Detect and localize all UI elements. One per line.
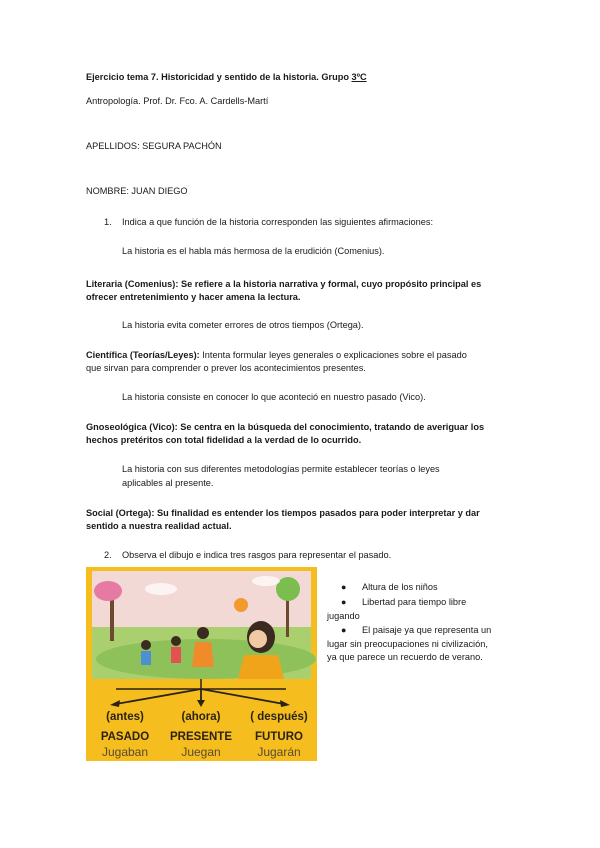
bullet-2: Libertad para tiempo libre: [362, 597, 467, 607]
tense-future: FUTURO: [255, 731, 303, 743]
bullet-icon: ●: [341, 582, 347, 592]
answer-2-line-2: que sirvan para comprender o prever los acontecimientos presentes.: [86, 363, 366, 373]
answer-2: [86, 349, 467, 362]
question-1-prompt: Indica a que función de la historia corresponden las siguientes afirmaciones:: [122, 217, 434, 227]
verb-present: Juegan: [181, 745, 221, 759]
answer-1-text: Se refiere a la historia narrativa y formal, cuyo propósito principal es: [180, 279, 482, 289]
answer-1: [86, 278, 481, 291]
bullet-icon: ●: [341, 625, 347, 635]
question-1-number: 1.: [104, 217, 112, 227]
answer-1-line-2: ofrecer entretenimiento y hacer amena la lectura.: [86, 292, 301, 302]
statement-2: La historia evita cometer errores de otros tiempos (Ortega).: [122, 320, 364, 330]
answer-2-label: Científica (Teorías/Leyes):: [86, 350, 200, 360]
exercise-title: [86, 71, 367, 84]
statement-1: La historia es el habla más hermosa de la erudición (Comenius).: [122, 246, 385, 256]
answer-4-text: Su finalidad es entender los tiempos pasados para poder interpretar y dar: [156, 508, 480, 518]
answer-4-line-2: sentido a nuestra realidad actual.: [86, 521, 232, 531]
answer-4-label: Social (Ortega):: [86, 508, 155, 518]
time-marker-now: (ahora): [181, 711, 221, 723]
statement-3: La historia consiste en conocer lo que aconteció en nuestro pasado (Vico).: [122, 392, 426, 402]
sun-icon: [234, 598, 248, 612]
time-marker-after: ( después): [250, 711, 308, 723]
answer-3-text: Se centra en la búsqueda del conocimiento, tratando de averiguar los: [180, 422, 485, 432]
tense-past: PASADO: [100, 731, 150, 743]
bullet-3-line-3: ya que parece un recuerdo de verano.: [327, 652, 483, 662]
bullet-1: Altura de los niños: [362, 582, 438, 592]
bullet-2-line-2: jugando: [327, 611, 360, 621]
verb-future: Jugarán: [257, 745, 301, 759]
question-2-number: 2.: [104, 550, 112, 560]
group-label: 3ºC: [351, 72, 367, 82]
name-line: NOMBRE: JUAN DIEGO: [86, 186, 188, 196]
course-line: Antropología. Prof. Dr. Fco. A. Cardells-Martí: [86, 96, 269, 106]
bullet-3-line-2: lugar sin preocupaciones ni civilización,: [327, 639, 488, 649]
answer-3-line-2: hechos pretéritos con total fidelidad a la verdad de lo ocurrido.: [86, 435, 362, 445]
answer-4: [86, 507, 480, 520]
time-marker-before: (antes): [106, 711, 144, 723]
surnames-line: APELLIDOS: SEGURA PACHÓN: [86, 141, 222, 151]
bullet-icon: ●: [341, 597, 347, 607]
answer-1-label: Literaria (Comenius):: [86, 279, 179, 289]
question-2-prompt: Observa el dibujo e indica tres rasgos para representar el pasado.: [122, 550, 392, 560]
answer-3: [86, 421, 484, 434]
verb-past: Jugaban: [101, 745, 149, 759]
title-text: Ejercicio tema 7. Historicidad y sentido de la historia. Grupo: [86, 72, 352, 82]
bullet-3: El paisaje ya que representa un: [362, 625, 492, 635]
illustration-past-present-future: [86, 567, 317, 761]
answer-2-text: Intenta formular leyes generales o explicaciones sobre el pasado: [202, 350, 467, 360]
answer-3-label: Gnoseológica (Vico):: [86, 422, 178, 432]
tense-present: PRESENTE: [170, 731, 232, 743]
statement-4-line-2: aplicables al presente.: [122, 478, 214, 488]
statement-4: La historia con sus diferentes metodologías permite establecer teorías o leyes: [122, 464, 440, 474]
